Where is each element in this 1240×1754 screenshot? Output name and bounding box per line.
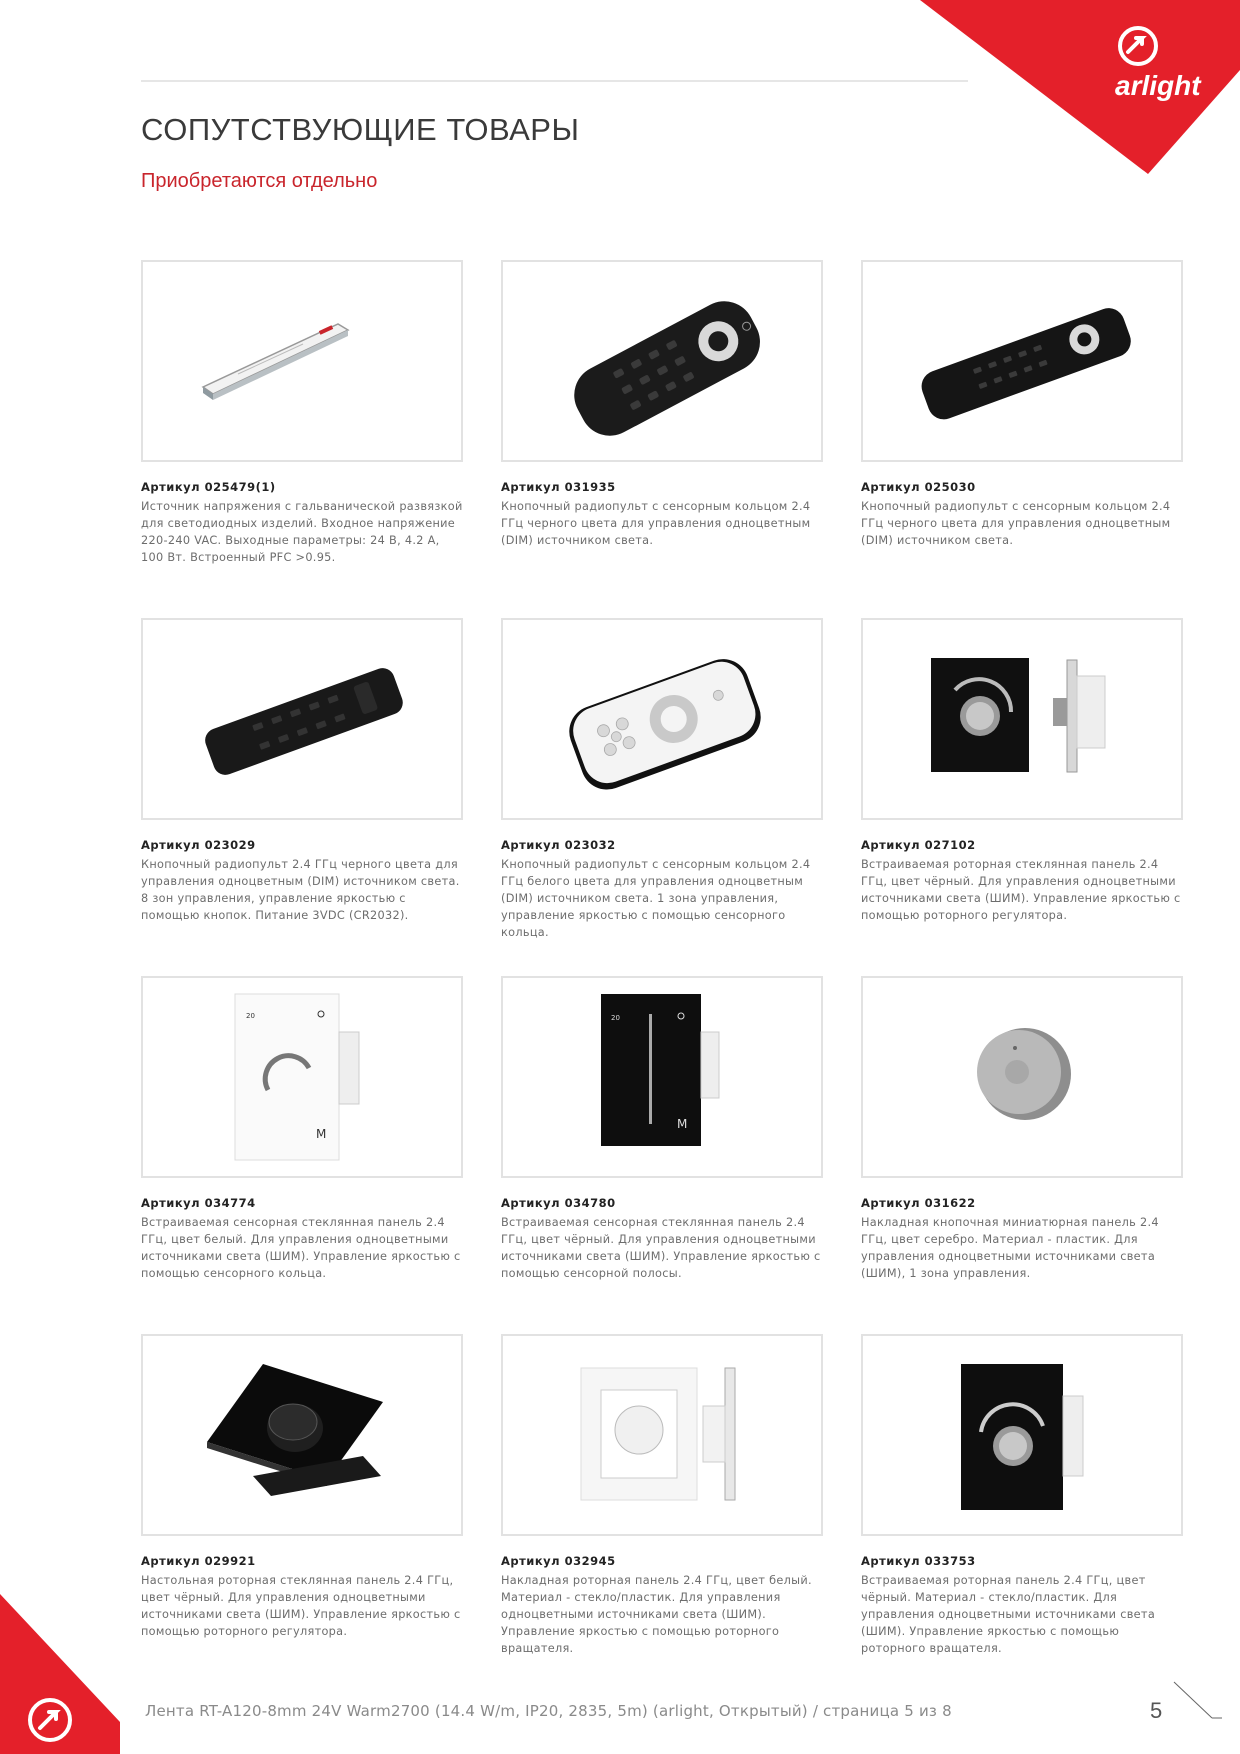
product-article: Артикул 033753 bbox=[861, 1554, 976, 1568]
product-description: Встраиваемая роторная стеклянная панель 2.4 ГГц, цвет чёрный. Для управления одноцветными источниками света (ШИМ). Управление яркостью с помощью роторного регулятора. bbox=[861, 858, 1181, 922]
product-image bbox=[861, 260, 1183, 462]
product-card[interactable] bbox=[141, 618, 463, 924]
product-article: Артикул 025479(1) bbox=[141, 480, 276, 494]
product-card[interactable] bbox=[501, 976, 823, 1282]
product-image bbox=[141, 260, 463, 462]
product-article: Артикул 023029 bbox=[141, 838, 256, 852]
product-article: Артикул 034780 bbox=[501, 1196, 616, 1210]
product-description: Кнопочный радиопульт 2.4 ГГц черного цвета для управления одноцветным (DIM) источником света. 8 зон управления, управление яркостью с помощью кнопок. Питание 3VDC (CR2032). bbox=[141, 858, 460, 922]
black-touch-panel-icon bbox=[503, 978, 821, 1176]
product-description: Источник напряжения с гальванической развязкой для светодиодных изделий. Входное напряжение 220-240 VAC. Выходные параметры: 24 В, 4.2 А, 100 Вт. Встроенный PFC >0.95. bbox=[141, 500, 463, 564]
header-divider bbox=[141, 80, 968, 82]
product-image bbox=[861, 976, 1183, 1178]
silver-mini-button-icon bbox=[863, 978, 1181, 1176]
svg-text:M: M bbox=[316, 1127, 327, 1141]
white-touch-panel-icon bbox=[143, 978, 461, 1176]
product-article: Артикул 031622 bbox=[861, 1196, 976, 1210]
page-title: СОПУТСТВУЮЩИЕ ТОВАРЫ bbox=[141, 112, 580, 147]
svg-text:M: M bbox=[677, 1117, 688, 1131]
product-card[interactable] bbox=[141, 260, 463, 566]
product-article: Артикул 031935 bbox=[501, 480, 616, 494]
product-card[interactable] bbox=[501, 618, 823, 941]
product-card[interactable] bbox=[861, 1334, 1183, 1657]
product-description: Кнопочный радиопульт с сенсорным кольцом 2.4 ГГц белого цвета для управления одноцветным (DIM) источником света. 1 зона управления, управление яркостью с помощью сенсорного кольца. bbox=[501, 858, 811, 939]
page-corner-slash bbox=[1172, 1680, 1222, 1720]
product-image bbox=[141, 976, 463, 1178]
product-description: Встраиваемая сенсорная стеклянная панель 2.4 ГГц, цвет чёрный. Для управления одноцветными источниками света (ШИМ). Управление яркостью с помощью сенсорной полосы. bbox=[501, 1216, 821, 1280]
product-card[interactable] bbox=[861, 976, 1183, 1282]
product-description: Встраиваемая роторная панель 2.4 ГГц, цвет чёрный. Материал - стекло/пластик. Для управления одноцветными источниками света (ШИМ). Управление яркостью с помощью роторного вращателя. bbox=[861, 1574, 1156, 1655]
brand-wordmark: arlight bbox=[1115, 70, 1201, 101]
page-subtitle: Приобретаются отдельно bbox=[141, 170, 378, 192]
product-card[interactable] bbox=[501, 1334, 823, 1657]
black-remote-buttons-icon bbox=[143, 620, 461, 818]
product-card[interactable] bbox=[141, 976, 463, 1282]
svg-text:20: 20 bbox=[611, 1014, 620, 1022]
svg-text:20: 20 bbox=[246, 1012, 255, 1020]
product-card[interactable] bbox=[861, 260, 1183, 549]
product-description: Кнопочный радиопульт с сенсорным кольцом 2.4 ГГц черного цвета для управления одноцветным (DIM) источником света. bbox=[501, 500, 811, 547]
product-card[interactable] bbox=[141, 1334, 463, 1640]
product-article: Артикул 032945 bbox=[501, 1554, 616, 1568]
product-image bbox=[861, 1334, 1183, 1536]
product-image bbox=[501, 618, 823, 820]
product-description: Накладная кнопочная миниатюрная панель 2.4 ГГц, цвет серебро. Материал - пластик. Для управления одноцветными источниками света (ШИМ), 1 зона управления. bbox=[861, 1216, 1159, 1280]
black-remote-ring-icon bbox=[503, 262, 821, 460]
product-description: Настольная роторная стеклянная панель 2.4 ГГц, цвет чёрный. Для управления одноцветными источниками света (ШИМ). Управление яркостью с помощью роторного регулятора. bbox=[141, 1574, 461, 1638]
desktop-rotary-panel-icon bbox=[143, 1336, 461, 1534]
product-article: Артикул 023032 bbox=[501, 838, 616, 852]
product-article: Артикул 027102 bbox=[861, 838, 976, 852]
product-image bbox=[501, 1334, 823, 1536]
page-number: 5 bbox=[1150, 1698, 1163, 1723]
black-remote-ring-icon bbox=[863, 262, 1181, 460]
product-article: Артикул 034774 bbox=[141, 1196, 256, 1210]
product-image bbox=[141, 1334, 463, 1536]
brand-corner-footer bbox=[0, 1594, 120, 1754]
product-description: Кнопочный радиопульт с сенсорным кольцом 2.4 ГГц черного цвета для управления одноцветным (DIM) источником света. bbox=[861, 500, 1171, 547]
product-card[interactable] bbox=[861, 618, 1183, 924]
brand-corner-badge bbox=[920, 0, 1240, 180]
product-image bbox=[501, 260, 823, 462]
black-rotary-panel-icon bbox=[863, 1336, 1181, 1534]
product-image bbox=[501, 976, 823, 1178]
footer-document-info: Лента RT-A120-8mm 24V Warm2700 (14.4 W/m, IP20, 2835, 5m) (arlight, Открытый) / страница 5 из 8 bbox=[145, 1702, 952, 1720]
white-remote-ring-icon bbox=[503, 620, 821, 818]
product-image bbox=[141, 618, 463, 820]
product-description: Накладная роторная панель 2.4 ГГц, цвет белый. Материал - стекло/пластик. Для управления одноцветными источниками света (ШИМ). Управление яркостью с помощью роторного вращателя. bbox=[501, 1574, 812, 1655]
product-card[interactable] bbox=[501, 260, 823, 549]
black-rotary-panel-icon bbox=[863, 620, 1181, 818]
product-article: Артикул 025030 bbox=[861, 480, 976, 494]
white-rotary-panel-icon bbox=[503, 1336, 821, 1534]
product-description: Встраиваемая сенсорная стеклянная панель 2.4 ГГц, цвет белый. Для управления одноцветными источниками света (ШИМ). Управление яркостью с помощью сенсорного кольца. bbox=[141, 1216, 461, 1280]
product-image bbox=[861, 618, 1183, 820]
led-power-supply-icon bbox=[143, 262, 461, 460]
product-article: Артикул 029921 bbox=[141, 1554, 256, 1568]
